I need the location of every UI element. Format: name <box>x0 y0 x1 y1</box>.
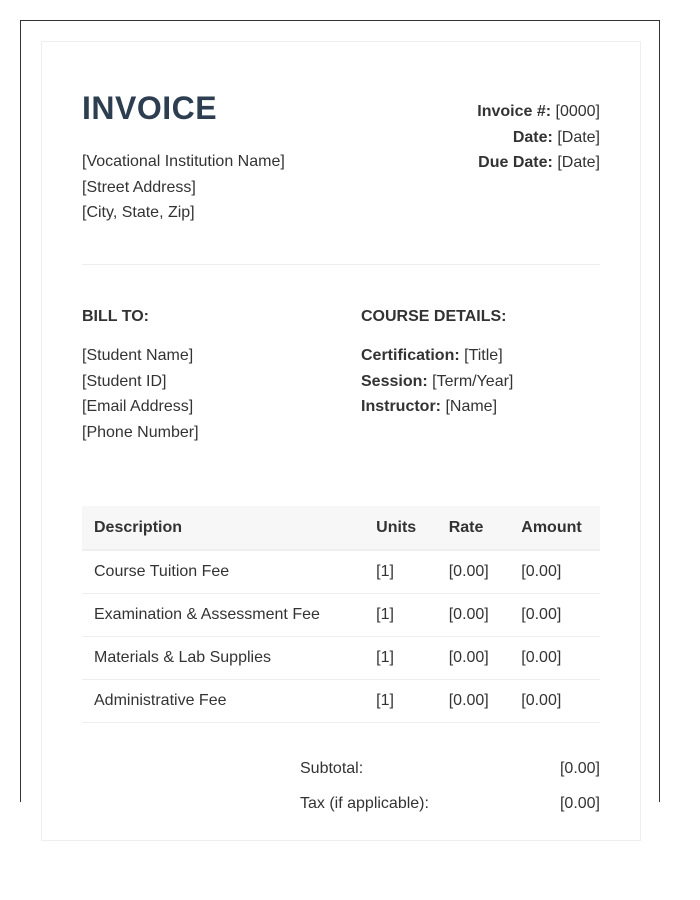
certification-value: [Title] <box>464 347 503 364</box>
institution-address <box>82 149 285 226</box>
row-rate: [0.00] <box>437 637 510 680</box>
parties-section <box>82 265 600 812</box>
subtotal-row <box>300 758 600 793</box>
due-date-line <box>477 150 600 176</box>
row-description: Course Tuition Fee <box>82 550 364 594</box>
session-value: [Term/Year] <box>432 372 514 390</box>
row-amount: [0.00] <box>509 594 600 637</box>
course-details-lines <box>361 343 513 420</box>
row-rate: [0.00] <box>437 550 510 594</box>
invoice-date-line <box>477 125 600 151</box>
bill-to-column <box>82 307 199 445</box>
row-amount: [0.00] <box>509 637 600 680</box>
instructor-line <box>361 394 513 420</box>
row-units: [1] <box>364 550 437 594</box>
table-row <box>82 680 600 723</box>
course-details-heading: COURSE DETAILS: <box>361 308 507 325</box>
certification-line <box>361 343 513 369</box>
subtotal-value: [0.00] <box>559 760 600 777</box>
invoice-date-label: Date: <box>512 128 553 146</box>
row-units: [1] <box>364 680 437 723</box>
institution-city: [City, State, Zip] <box>82 204 195 221</box>
table-row <box>82 550 600 594</box>
student-name: [Student Name] <box>82 347 194 364</box>
row-rate: [0.00] <box>437 594 510 637</box>
header-units: Units <box>364 506 437 550</box>
header-rate: Rate <box>437 506 510 550</box>
session-label: Session: <box>361 372 428 390</box>
row-rate: [0.00] <box>437 680 510 723</box>
row-description: Administrative Fee <box>82 680 364 723</box>
tax-row <box>300 793 600 828</box>
invoice-title: INVOICE <box>82 90 218 126</box>
invoice-content <box>82 90 600 812</box>
row-amount: [0.00] <box>509 550 600 594</box>
table-row <box>82 637 600 680</box>
session-line <box>361 369 513 395</box>
tax-label: Tax (if applicable): <box>300 795 429 812</box>
invoice-sheet <box>41 41 641 841</box>
header-description: Description <box>82 506 364 550</box>
row-amount: [0.00] <box>509 680 600 723</box>
row-description: Materials & Lab Supplies <box>82 637 364 680</box>
row-units: [1] <box>364 637 437 680</box>
invoice-number-label: Invoice #: <box>477 103 552 120</box>
certification-label: Certification: <box>361 347 460 364</box>
course-details-column <box>361 307 513 420</box>
invoice-date-value: [Date] <box>557 128 600 146</box>
header-amount: Amount <box>509 506 600 550</box>
institution-name: [Vocational Institution Name] <box>82 153 285 170</box>
student-email: [Email Address] <box>82 398 194 415</box>
line-items-table <box>82 506 600 723</box>
invoice-number-line <box>477 99 600 125</box>
tax-value: [0.00] <box>559 795 600 812</box>
invoice-number-value: [0000] <box>555 103 600 120</box>
row-units: [1] <box>364 594 437 637</box>
due-date-label: Due Date: <box>478 154 553 171</box>
document-viewport <box>20 20 660 812</box>
table-row <box>82 594 600 637</box>
bill-to-lines <box>82 343 199 445</box>
due-date-value: [Date] <box>557 154 600 171</box>
invoice-meta <box>477 99 600 176</box>
student-phone: [Phone Number] <box>82 423 199 441</box>
totals-section <box>300 758 600 828</box>
invoice-header <box>82 90 600 265</box>
student-id: [Student ID] <box>82 372 167 390</box>
table-header-row <box>82 506 600 550</box>
subtotal-label: Subtotal: <box>300 760 364 777</box>
bill-to-heading: BILL TO: <box>82 308 149 325</box>
institution-street: [Street Address] <box>82 178 196 196</box>
instructor-label: Instructor: <box>361 398 441 415</box>
instructor-value: [Name] <box>445 398 498 415</box>
row-description: Examination & Assessment Fee <box>82 594 364 637</box>
